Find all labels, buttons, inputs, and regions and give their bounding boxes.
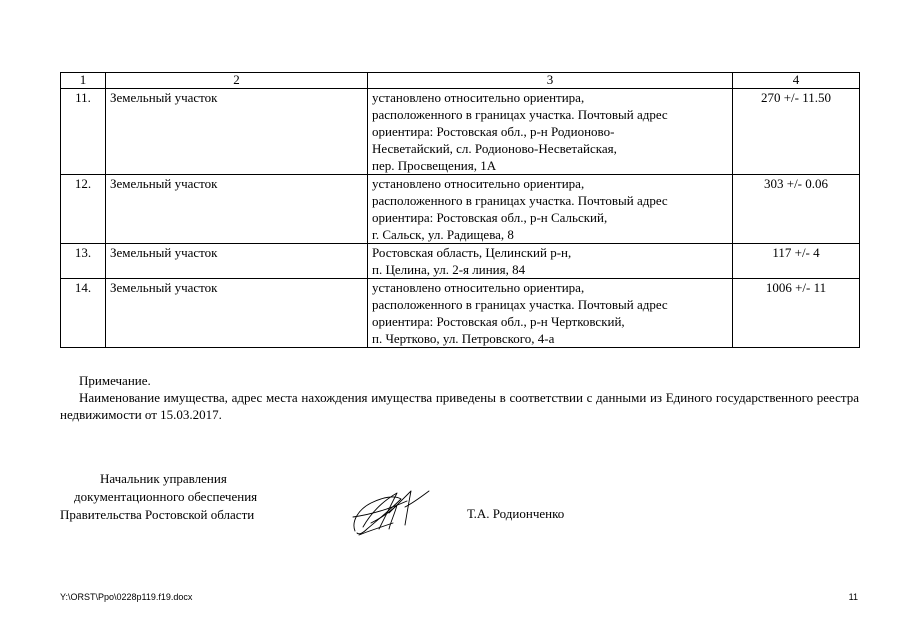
note-title: Примечание. [79,373,151,388]
row-number: 11. [61,89,106,175]
property-address [368,244,733,279]
property-name: Земельный участок [106,89,368,175]
table-row [61,175,860,244]
file-path: Y:\ORST\Ppo\0228p119.f19.docx [60,592,193,602]
address-line: ориентира: Ростовская обл., р-н Чертковский, [372,314,625,329]
property-area: 1006 +/- 11 [733,279,860,348]
table-row [61,279,860,348]
table-row [61,89,860,175]
row-number: 13. [61,244,106,279]
address-line: расположенного в границах участка. Почтовый адрес [372,193,668,208]
address-line: г. Сальск, ул. Радищева, 8 [372,227,514,242]
column-header: 2 [106,73,368,89]
address-line: установлено относительно ориентира, [372,176,585,191]
address-line: расположенного в границах участка. Почтовый адрес [372,107,668,122]
row-number: 12. [61,175,106,244]
property-name: Земельный участок [106,175,368,244]
address-line: п. Чертково, ул. Петровского, 4-а [372,331,555,346]
property-address [368,89,733,175]
property-name: Земельный участок [106,244,368,279]
address-line: пер. Просвещения, 1А [372,158,497,173]
row-number: 14. [61,279,106,348]
table-header-row [61,73,860,89]
note-text: Наименование имущества, адрес места нахождения имущества приведены в соответствии с данными из Единого государственного реестра недвижимости от 15.03.2017. [60,390,859,422]
address-line: ориентира: Ростовская обл., р-н Сальский, [372,210,608,225]
signer-position-line: Начальник управления [100,471,227,486]
column-header: 4 [733,73,860,89]
column-header: 1 [61,73,106,89]
property-address [368,279,733,348]
address-line: Ростовская область, Целинский р-н, [372,245,572,260]
property-area: 303 +/- 0.06 [733,175,860,244]
address-line: Несветайский, сл. Родионово-Несветайская, [372,141,617,156]
property-table [60,72,860,348]
signer-position-line: документационного обеспечения [74,489,258,504]
address-line: п. Целина, ул. 2-я линия, 84 [372,262,526,277]
column-header: 3 [368,73,733,89]
signer-position [60,470,257,524]
property-address [368,175,733,244]
property-area: 270 +/- 11.50 [733,89,860,175]
address-line: установлено относительно ориентира, [372,90,585,105]
page-number: 11 [848,592,858,602]
property-name: Земельный участок [106,279,368,348]
address-line: ориентира: Ростовская обл., р-н Родионово- [372,124,615,139]
note-section [60,372,859,423]
signer-position-line: Правительства Ростовской области [60,507,255,522]
table-row [61,244,860,279]
property-area: 117 +/- 4 [733,244,860,279]
address-line: расположенного в границах участка. Почтовый адрес [372,297,668,312]
signer-name: Т.А. Родионченко [467,506,565,521]
address-line: установлено относительно ориентира, [372,280,585,295]
handwritten-signature [345,483,435,543]
